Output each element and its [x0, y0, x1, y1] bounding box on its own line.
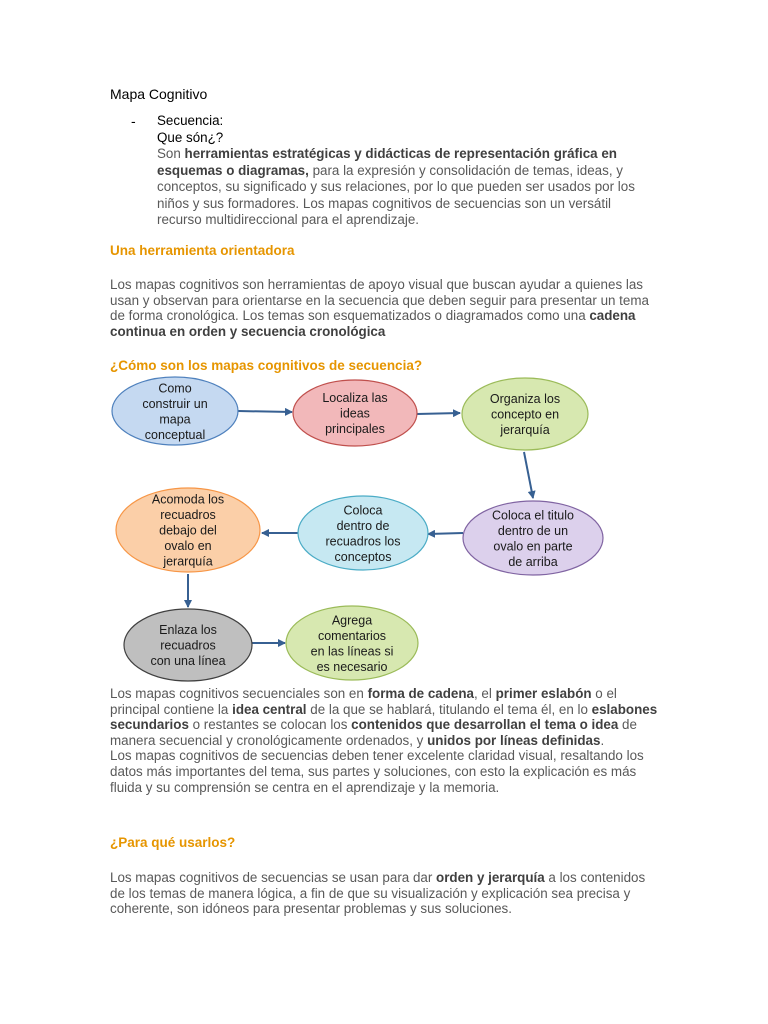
- node-label-line: Acomoda los: [151, 492, 225, 507]
- text-run: o restantes se colocan los: [188, 717, 352, 733]
- diagram-nodes: [112, 377, 603, 681]
- node-label-line: ideas: [340, 406, 370, 421]
- node-label-line: en las líneas si: [310, 644, 394, 659]
- node-label-line: mapa: [159, 412, 191, 427]
- text-run: , el: [473, 686, 496, 701]
- text-run: para la expresión y consolidación de temas, ideas, y conceptos, su significado y sus relaciones, por lo que pueden ser usados por los niños y sus formadores. Los mapas cognitivos de secuencias son un versátil recurso multidireccional para el aprendizaje.: [157, 162, 635, 227]
- text-run: Los mapas cognitivos de secuencias deben tener excelente claridad visual, resaltando los datos más importantes del tema, sus partes y soluciones, con esto la explicación es más fluida y su comprensión se centra en el aprendizaje y la memoria.: [110, 748, 644, 795]
- list-bullet: -: [131, 113, 136, 129]
- bold-run: orden y jerarquía: [436, 870, 545, 885]
- node-label-line: es necesario: [316, 659, 388, 674]
- bold-run: eslabones secundarios: [110, 701, 658, 733]
- secuencia-question: Que són¿?: [157, 129, 224, 145]
- bold-run: primer eslabón: [495, 686, 592, 701]
- bold-run: forma de cadena: [367, 686, 474, 701]
- node-label-line: ovalo en: [164, 539, 212, 553]
- text-run: Los mapas cognitivos de secuencias se usan para dar: [110, 870, 437, 885]
- node-label-line: Enlaza los: [159, 623, 217, 637]
- paragraph-para-que: [110, 870, 662, 917]
- text-run: o el principal contiene la: [110, 686, 617, 717]
- text-run: .: [600, 732, 605, 748]
- node-label-line: dentro de un: [497, 523, 569, 538]
- node-label-line: recuadros: [160, 638, 216, 653]
- bold-run: contenidos que desarrollan el tema o idea: [351, 717, 619, 733]
- flow-arrow: [524, 452, 533, 498]
- section-heading-herramienta: Una herramienta orientadora: [110, 243, 295, 258]
- node-label-line: comentarios: [317, 628, 387, 643]
- text-run: de manera secuencial y cronológicamente ordenados, y: [110, 717, 637, 748]
- node-label-line: debajo del: [159, 523, 217, 538]
- diagram-node-n6: [116, 488, 260, 572]
- node-label-line: ovalo en parte: [493, 539, 573, 554]
- node-label-line: Como: [158, 381, 192, 396]
- text-run: Son: [157, 146, 185, 161]
- node-label-line: principales: [325, 422, 385, 436]
- node-label-line: jerarquía: [163, 554, 213, 569]
- node-label-line: jerarquía: [500, 423, 550, 437]
- node-label-line: con una línea: [150, 654, 226, 668]
- text-run: a los contenidos de los temas de manera lógica, a fin de que su visualización y explicación sea precisa y coherente, son idóneos para presentar problemas y sus soluciones.: [110, 870, 646, 917]
- secuencia-label: Secuencia:: [157, 113, 224, 128]
- diagram-node-n3: [462, 378, 588, 450]
- diagram-node-n2: [293, 380, 417, 446]
- diagram-node-n7: [124, 609, 252, 681]
- diagram-node-n1: [112, 377, 238, 445]
- bold-run: idea central: [232, 701, 307, 717]
- node-label-line: concepto en: [490, 407, 560, 422]
- flow-arrow: [428, 533, 463, 534]
- node-label-line: de arriba: [508, 554, 558, 569]
- bold-run: unidos por líneas definidas: [427, 732, 601, 748]
- node-label-line: dentro de: [336, 518, 390, 533]
- node-label-line: Coloca el titulo: [492, 508, 574, 523]
- node-label-line: Agrega: [331, 613, 373, 628]
- document-title: Mapa Cognitivo: [110, 86, 208, 102]
- node-label-line: conceptual: [144, 427, 206, 442]
- section-heading-para-que: ¿Para qué usarlos?: [110, 835, 236, 850]
- diagram-node-n5: [298, 496, 428, 570]
- text-run: Los mapas cognitivos secuenciales son en: [110, 686, 368, 701]
- node-label-line: conceptos: [334, 549, 392, 564]
- flow-arrow: [417, 413, 460, 414]
- node-label-line: recuadros los: [325, 534, 401, 549]
- node-label-line: Coloca: [343, 503, 383, 518]
- node-label-line: construir un: [142, 396, 208, 411]
- text-run: de la que se hablará, titulando el tema él, en lo: [306, 701, 592, 717]
- diagram-node-n8: [286, 606, 418, 680]
- bold-run: herramientas estratégicas y didácticas de representación gráfica en esquemas o diagramas,: [157, 146, 617, 178]
- paragraph-secuenciales: [110, 686, 662, 795]
- text-run: Los mapas cognitivos son herramientas de apoyo visual que buscan ayudar a quienes las usan y observan para orientarse en la secuencia que deben seguir para presentar un tema de forma cronológica. Los temas son esquematizados o diagramados como una: [110, 277, 649, 324]
- bold-run: cadena continua en orden y secuencia cronológica: [110, 308, 636, 339]
- flow-arrow: [238, 411, 292, 412]
- node-label-line: Organiza los: [489, 392, 561, 406]
- node-label-line: recuadros: [160, 508, 216, 522]
- section-heading-como-son: ¿Cómo son los mapas cognitivos de secuencia?: [110, 358, 423, 373]
- node-label-line: Localiza las: [322, 391, 388, 405]
- diagram-node-n4: [463, 501, 603, 575]
